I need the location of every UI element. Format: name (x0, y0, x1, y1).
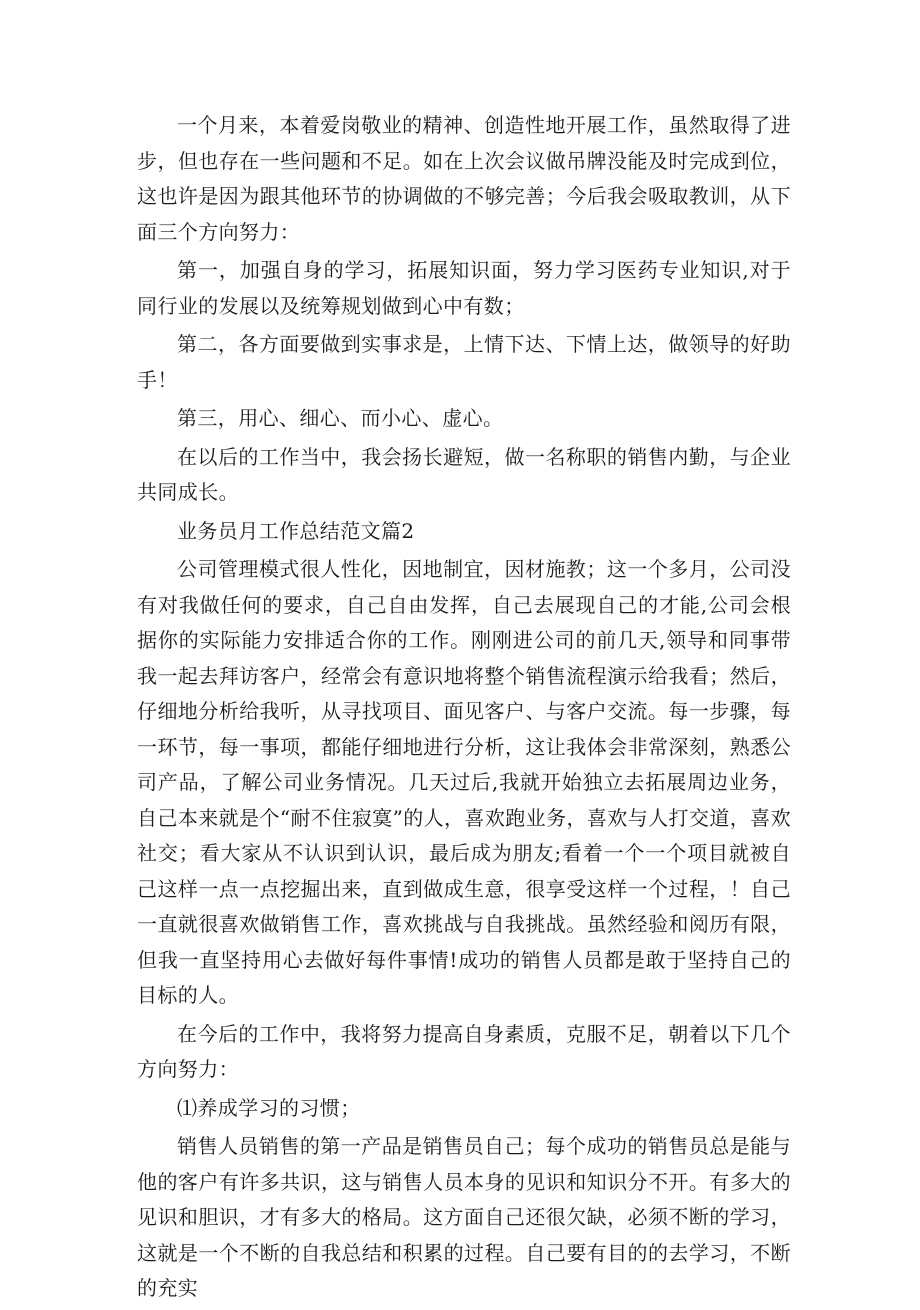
paragraph-conclusion: 在以后的工作当中，我会扬长避短，做一名称职的销售内勤，与企业共同成长。 (137, 444, 791, 504)
paragraph-sales-self: 销售人员销售的第一产品是销售员自己；每个成功的销售员总是能与他的客户有许多共识，这与销售人员本身的见识和知识分不开。有多大的见识和胆识，才有多大的格局。这方面自己还很欠缺，必须不断的学习，这就是一个不断的自我总结和积累的过程。自己要有目的的去学习，不断的充实 (137, 1134, 791, 1300)
paragraph-company-experience: 公司管理模式很人性化，因地制宜，因材施教；这一个多月，公司没有对我做任何的要求，自己自由发挥，自己去展现自己的才能,公司会根据你的实际能力安排适合你的工作。刚刚进公司的前几天,领导和同事带我一起去拜访客户，经常会有意识地将整个销售流程演示给我看；然后，仔细地分析给我听，从寻找项目、面见客户、与客户交流。每一步骤，每一环节，每一事项，都能仔细地进行分析，这让我体会非常深刻，熟悉公司产品，了解公司业务情况。几天过后,我就开始独立去拓展周边业务，自己本来就是个“耐不住寂寞”的人，喜欢跑业务，喜欢与人打交道，喜欢社交；看大家从不认识到认识，最后成为朋友;看着一个一个项目就被自己这样一点一点挖掘出来，直到做成生意，很享受这样一个过程，！自己一直就很喜欢做销售工作，喜欢挑战与自我挑战。虽然经验和阅历有限，但我一直坚持用心去做好每件事情!成功的销售人员都是敢于坚持自己的目标的人。 (137, 557, 791, 1007)
section-heading: 业务员月工作总结范文篇2 (177, 518, 415, 543)
list-item-learning-habit: ⑴养成学习的习惯； (177, 1095, 361, 1120)
document-body (137, 108, 791, 1310)
paragraph-point-three: 第三，用心、细心、而小心、虚心。 (177, 406, 504, 430)
paragraph-point-two: 第二，各方面要做到实事求是，上情下达、下情上达，做领导的好助手！ (137, 332, 791, 392)
paragraph-future-directions: 在今后的工作中，我将努力提高自身素质，克服不足，朝着以下几个方向努力： (137, 1021, 791, 1081)
paragraph-intro: 一个月来，本着爱岗敬业的精神、创造性地开展工作，虽然取得了进步，但也存在一些问题和不足。如在上次会议做吊牌没能及时完成到位，这也许是因为跟其他环节的协调做的不够完善；今后我会吸取教训，从下面三个方向努力： (137, 113, 791, 244)
paragraph-point-one: 第一，加强自身的学习，拓展知识面，努力学习医药专业知识,对于同行业的发展以及统筹规划做到心中有数； (137, 258, 791, 318)
